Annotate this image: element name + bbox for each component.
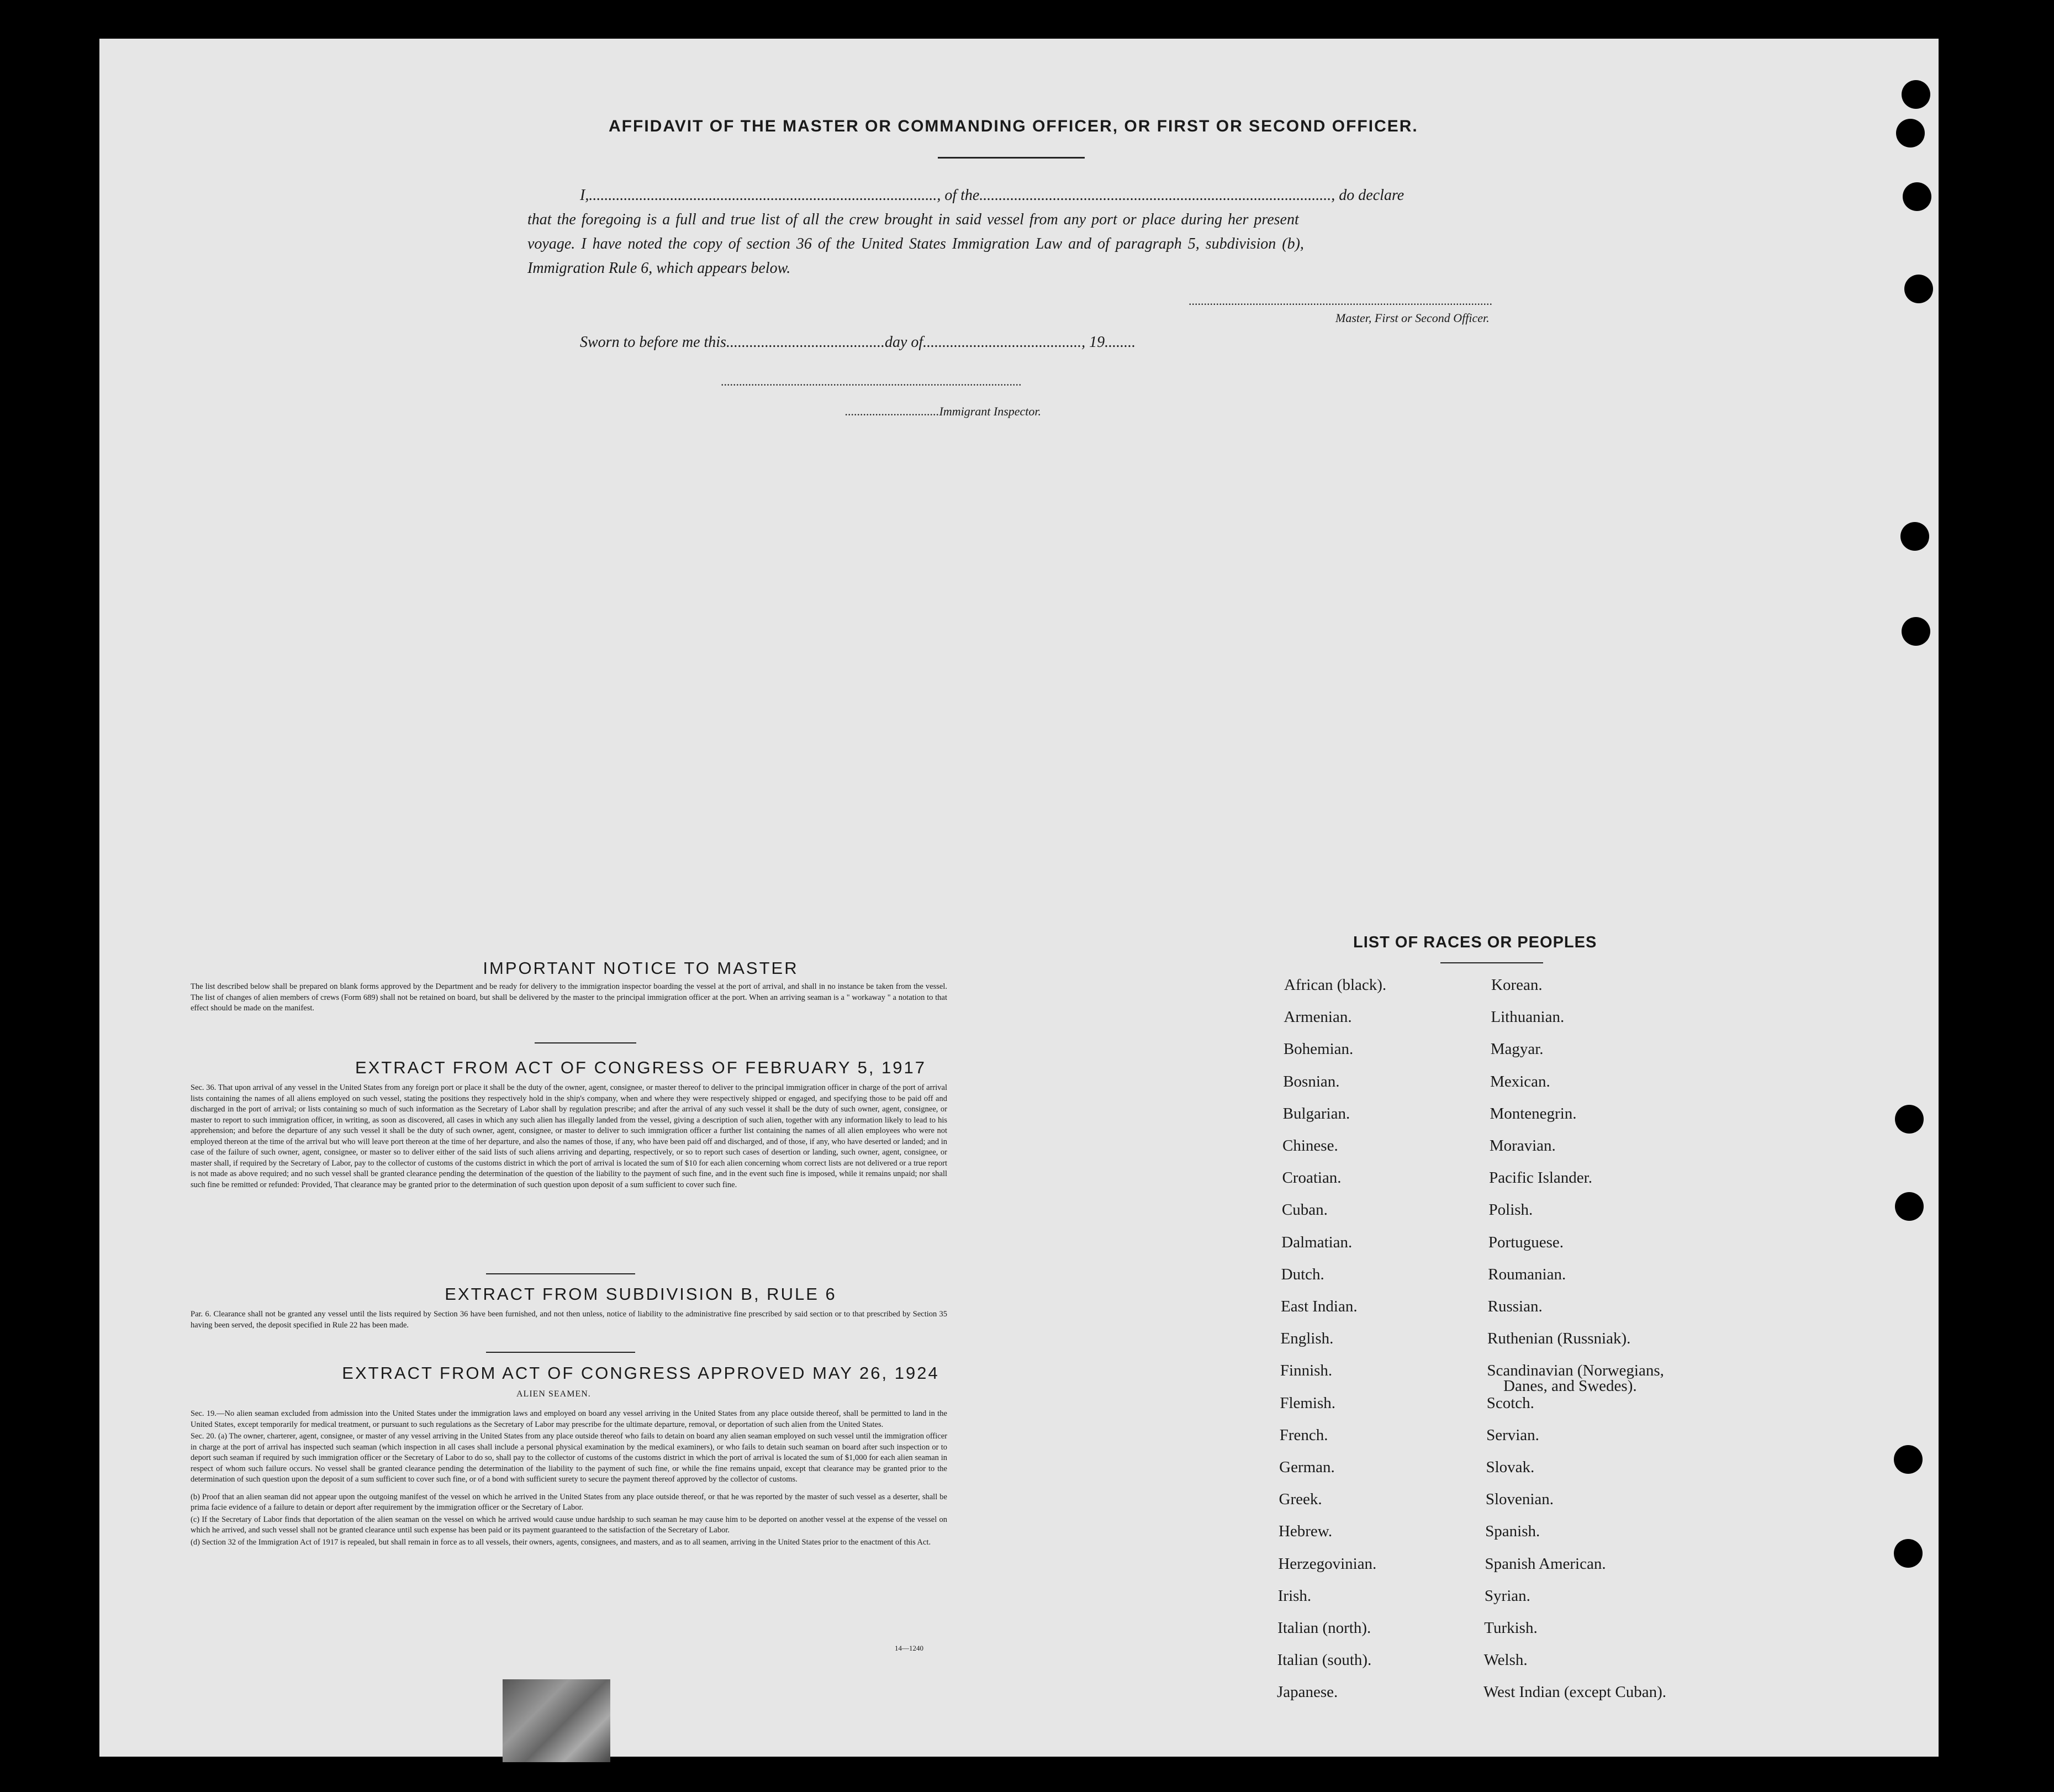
races-title: LIST OF RACES OR PEOPLES [1353, 934, 1597, 951]
extract-1924-text [191, 1409, 947, 1548]
race-item: Pacific Islander. [1489, 1169, 1592, 1187]
race-item: Armenian. [1284, 1008, 1352, 1026]
race-item: Scandinavian (Norwegians, [1487, 1362, 1664, 1380]
race-item: French. [1279, 1426, 1328, 1444]
race-item: Lithuanian. [1491, 1008, 1565, 1026]
sworn-line: Sworn to before me this.........................................day of........................................., 19........ [580, 334, 1136, 351]
race-item: Roumanian. [1488, 1265, 1566, 1283]
notice-text: The list described below shall be prepared on blank forms approved by the Department and be ready for delivery to the immigration inspector boarding the vessel at the port of arrival, and shall in no instance be taken from the vessel. The list of changes of alien members of crews (Form 689) shall not be retained on board, but shall be delivered by the master to the principal immigration officer at the port. When an arriving seaman is a " workaway " a notation to that effect should be made on the manifest. [191, 982, 947, 1013]
punch-hole-3 [1903, 182, 1931, 211]
race-item: Magyar. [1490, 1040, 1544, 1058]
affidavit-title: AFFIDAVIT OF THE MASTER OR COMMANDING OFFICER, OR FIRST OR SECOND OFFICER. [609, 117, 1418, 135]
extract-1917-title: EXTRACT FROM ACT OF CONGRESS OF FEBRUARY 5, 1917 [355, 1058, 927, 1077]
race-item: Polish. [1488, 1201, 1533, 1219]
extract-1924-subtitle: ALIEN SEAMEN. [516, 1389, 591, 1399]
extract-1917-text: Sec. 36. That upon arrival of any vessel in the United States from any foreign port or place it shall be the duty of the owner, agent, consignee, or master thereof to deliver to the principal immigration officer in charge of the port of arrival lists containing the names of all aliens employed on such vessel, stating the positions they respectively hold in the ship's company, when and where they were respectively shipped or engaged, and specifying those to be paid off and discharged in the port of arrival; or lists containing so much of such information as the Secretary of Labor shall by regulation prescribe; and after the arrival of any such vessel it shall be the duty of such owner, agent, consignee, or master to report to such immigration officer, in writing, as soon as discovered, all cases in which any such alien has illegally landed from the vessel, giving a description of such alien, together with any information likely to lead to his apprehension; and before the departure of any such vessel it shall be the duty of such owner, agent, consignee, or master to deliver to such immigration officer a further list containing the names of all alien employees who were not employed thereon at the time of the arrival but who will leave port thereon at the time of her departure, and also the names of those, if any, who have been paid off and discharged, and of those, if any, who have deserted or landed; and in case of the failure of such owner, agent, consignee, or master so to deliver either of the said lists of such aliens arriving and departing, respectively, or so to report such cases of desertion or landing, such owner, agent, consignee, or master shall, if required by the Secretary of Labor, pay to the collector of customs of the customs district in which the port of arrival is located the sum of $10 for each alien concerning whom correct lists are not delivered or a true report is not made as above required; and no such vessel shall be granted clearance pending the determination of the question of the liability to the payment of such fine, and in the event such fine is imposed, while it remains unpaid; nor shall such fine be remitted or refunded: Provided, That clearance may be granted prior to the determination of such question upon deposit of a sum sufficient to cover such fine. [191, 1083, 947, 1189]
punch-hole-9 [1894, 1445, 1923, 1474]
signature-label: Master, First or Second Officer. [1335, 311, 1490, 325]
affidavit-line-4: Immigration Rule 6, which appears below. [527, 260, 791, 277]
extract-rule6-rule [486, 1352, 635, 1353]
punch-hole-6 [1902, 617, 1930, 646]
race-item: Scotch. [1486, 1394, 1534, 1412]
sec-20a-paragraph: Sec. 20. (a) The owner, charterer, agent, consignee, or master of any vessel arriving in the United States from any place outside thereof who fails to detain on board any alien seaman employed on such vessel until the immigration officer in charge at the port of arrival has inspected such seaman (which inspection in all cases shall include a personal physical examination by the medical examiners), or who fails to detain such seaman on board after such inspection or to deport such seaman if required by such immigration officer or the Secretary of Labor to do so, shall pay to the collector of customs of the customs district in which the port of arrival is located the sum of $1,000 for each alien seaman in respect of whom such failure occurs. No vessel shall be granted clearance pending the determination of the liability to the payment of such fine, or while the fine remains unpaid, except that clearance may be granted prior to the determination of such question upon the deposit of a sum sufficient to cover such fine, or of a bond with sufficient surety to secure the payment thereof approved by the collector of customs. [191, 1432, 947, 1484]
form-number: 14—1240 [895, 1644, 923, 1652]
race-item: Dalmatian. [1281, 1233, 1353, 1251]
race-item: English. [1280, 1330, 1334, 1348]
photo-stain-image [503, 1679, 610, 1762]
extract-1917-rule [486, 1273, 635, 1274]
race-item: African (black). [1284, 976, 1387, 994]
punch-hole-10 [1894, 1539, 1923, 1568]
affidavit-line-3: voyage. I have noted the copy of section 36 of the United States Immigration Law and of paragraph 5, subdivision (b), [527, 235, 1304, 252]
punch-hole-2 [1896, 119, 1925, 147]
race-item: Slovak. [1486, 1458, 1535, 1476]
sec-20b-paragraph: (b) Proof that an alien seaman did not appear upon the outgoing manifest of the vessel on which he arrived in the United States from any place outside thereof, or that he was reported by the master of such vessel as a deserter, shall be prima facie evidence of a failure to detain or deport after requirement by the immigration officer or the Secretary of Labor. [191, 1492, 947, 1512]
race-item: East Indian. [1281, 1298, 1358, 1315]
race-item-scandinavian-cont: Danes, and Swedes). [1503, 1377, 1637, 1395]
race-item: Servian. [1486, 1426, 1539, 1444]
race-item: Ruthenian (Russniak). [1487, 1330, 1631, 1348]
race-item: Bulgarian. [1282, 1104, 1350, 1122]
race-item: Hebrew. [1278, 1522, 1333, 1541]
punch-hole-5 [1900, 522, 1929, 551]
race-item: Italian (north). [1277, 1619, 1371, 1637]
race-item: Irish. [1277, 1587, 1312, 1605]
extract-1924-title: EXTRACT FROM ACT OF CONGRESS APPROVED MAY 26, 1924 [342, 1363, 939, 1383]
punch-hole-7 [1895, 1105, 1924, 1134]
race-item: Welsh. [1483, 1651, 1528, 1669]
race-item: Dutch. [1281, 1265, 1324, 1283]
race-item: Herzegovinian. [1278, 1554, 1377, 1573]
race-item: Spanish American. [1485, 1554, 1606, 1573]
punch-hole-8 [1895, 1192, 1924, 1221]
affidavit-line-2: that the foregoing is a full and true list of all the crew brought in said vessel from any port or place during her present [527, 211, 1299, 228]
race-item: Russian. [1487, 1298, 1543, 1315]
race-item: Korean. [1491, 976, 1543, 994]
race-item: Moravian. [1489, 1137, 1556, 1155]
races-title-rule [1440, 962, 1543, 963]
punch-hole-1 [1902, 80, 1930, 109]
extract-rule6-text: Par. 6. Clearance shall not be granted any vessel until the lists required by Section 36 have been furnished, and not then unless, notice of liability to the administrative fine prescribed by said section or to that prescribed by Section 35 having been served, the deposit specified in Rule 22 has been made. [191, 1310, 947, 1330]
race-item: Bohemian. [1283, 1040, 1354, 1058]
affidavit-title-rule [938, 157, 1085, 159]
race-item: Cuban. [1281, 1201, 1328, 1219]
race-item: Portuguese. [1488, 1233, 1564, 1251]
race-item: Japanese. [1277, 1683, 1338, 1701]
race-item: German. [1279, 1458, 1335, 1476]
notice-rule [535, 1042, 636, 1043]
race-item: Mexican. [1490, 1072, 1550, 1090]
punch-hole-4 [1904, 275, 1933, 303]
race-item: Montenegrin. [1490, 1104, 1577, 1122]
affidavit-line-1: I,.........................................................................................., of the..........................................................................................., do declare [580, 187, 1404, 204]
race-item: Chinese. [1282, 1137, 1338, 1155]
race-item: Turkish. [1484, 1619, 1538, 1637]
sec-19-paragraph: Sec. 19.—No alien seaman excluded from admission into the United States under the immigration laws and employed on board any vessel arriving in the United States from any place outside thereof, shall be permitted to land in the United States, except temporarily for medical treatment, or pursuant to such regulations as the Secretary of Labor may prescribe for the ultimate departure, removal, or deportation of such alien from the United States. [191, 1409, 947, 1429]
extract-rule6-title: EXTRACT FROM SUBDIVISION B, RULE 6 [445, 1284, 837, 1304]
race-item: Italian (south). [1277, 1651, 1372, 1669]
inspector-label: ...............................Immigrant Inspector. [845, 404, 1042, 418]
race-item: Greek. [1279, 1490, 1322, 1509]
notice-title: IMPORTANT NOTICE TO MASTER [483, 958, 799, 978]
race-item: Bosnian. [1283, 1072, 1340, 1090]
race-item: Flemish. [1280, 1394, 1336, 1412]
sec-20c-paragraph: (c) If the Secretary of Labor finds that deportation of the alien seaman on the vessel on which he arrived would cause undue hardship to such seaman he may cause him to be deported on another vessel at the expense of the vessel on which he arrived, and such vessel shall not be granted clearance until such expense has been paid or its payment guaranteed to the satisfaction of the Secretary of Labor. [191, 1515, 947, 1535]
inspector-dots: ................................................................................................... [721, 375, 1022, 388]
race-item: Spanish. [1485, 1522, 1540, 1541]
race-item: West Indian (except Cuban). [1483, 1683, 1667, 1701]
race-item: Croatian. [1282, 1169, 1342, 1187]
sec-20d-paragraph: (d) Section 32 of the Immigration Act of 1917 is repealed, but shall remain in force as to all vessels, their owners, agents, consignees, and masters, and as to all seamen, arriving in the United States prior to the enactment of this Act. [191, 1537, 931, 1547]
race-item: Finnish. [1280, 1362, 1333, 1380]
race-item: Slovenian. [1485, 1490, 1554, 1509]
signature-dots: .................................................................................................... [1189, 294, 1492, 308]
race-item: Syrian. [1484, 1587, 1530, 1605]
